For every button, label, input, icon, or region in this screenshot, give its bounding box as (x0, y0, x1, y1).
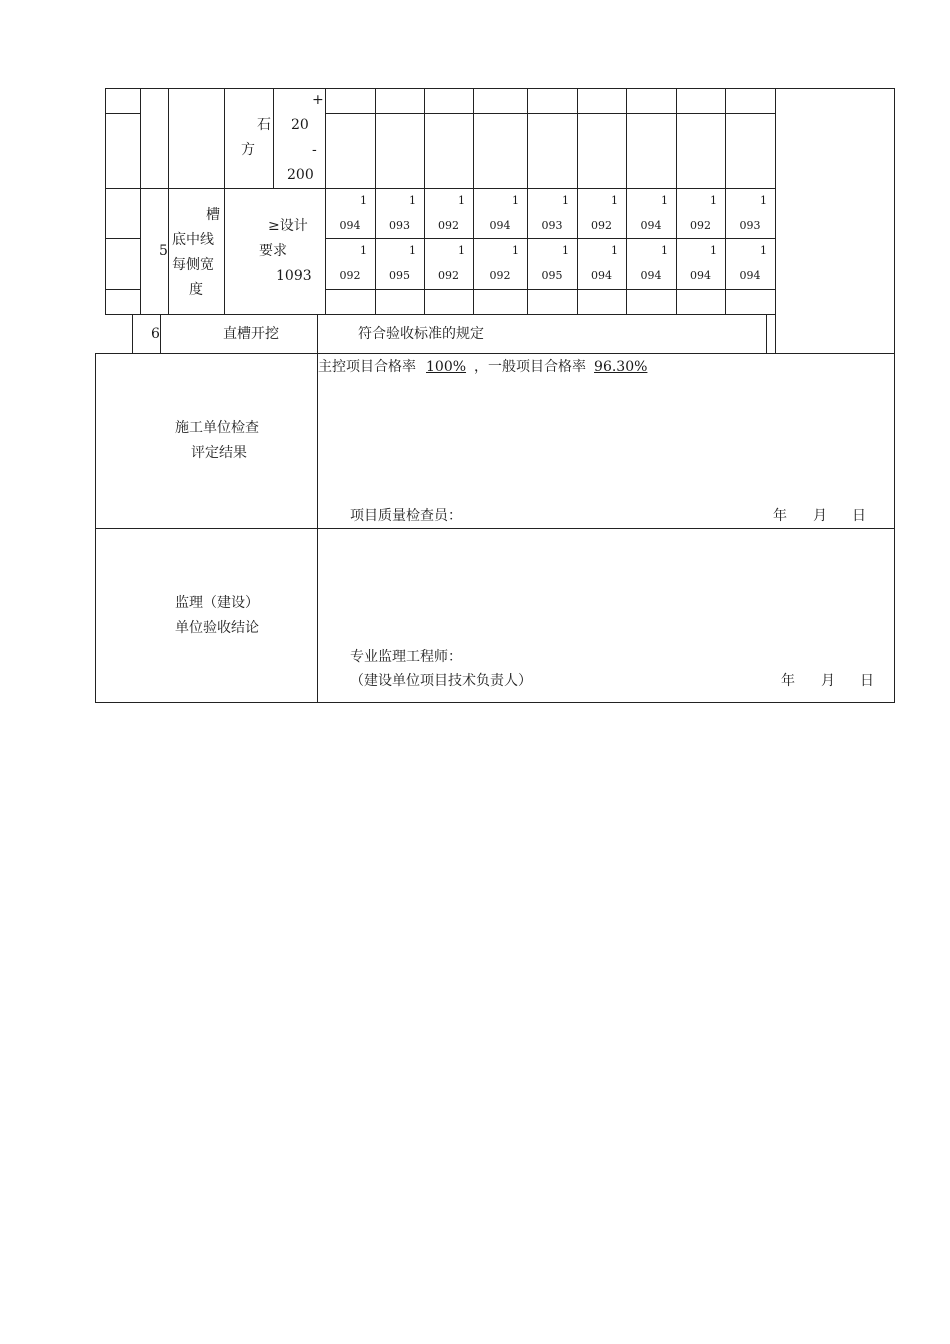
measure-cell: 092 (591, 219, 612, 232)
tolerance-minus-sign: - (312, 142, 317, 158)
date-month: 月 (821, 673, 835, 689)
construction-label-line-1: 施工单位检查 (175, 420, 259, 436)
measure-cell: 094 (690, 269, 711, 282)
measure-cell: 1 (611, 244, 618, 257)
measure-cell: 1 (760, 194, 767, 207)
grid-right-border (894, 88, 895, 703)
measure-cell: 1 (710, 244, 717, 257)
item-6-standard: 符合验收标准的规定 (358, 326, 484, 342)
item-5-requirement-line-3: 1093 (276, 268, 312, 284)
measure-cell: 094 (489, 219, 511, 232)
item-6-number: 6 (151, 326, 160, 342)
measure-cell: 094 (640, 269, 662, 282)
measure-cell: 094 (591, 269, 612, 282)
measure-cell: 094 (739, 269, 761, 282)
measure-cell: 094 (640, 219, 662, 232)
construction-label-line-2: 评定结果 (191, 445, 247, 461)
item-5-name-line-1: 槽 (206, 207, 220, 223)
tolerance-plus-sign: + (312, 92, 324, 108)
measure-cell: 1 (611, 194, 618, 207)
measure-cell: 1 (562, 244, 569, 257)
measure-cell: 1 (661, 244, 668, 257)
quality-inspector-label: 项目质量检查员： (350, 508, 462, 524)
date-day: 日 (860, 673, 874, 689)
measure-cell: 1 (409, 194, 416, 207)
tolerance-minus-value: 200 (287, 167, 314, 183)
supervising-engineer-label: 专业监理工程师： (350, 649, 462, 665)
item-5-name-line-4: 度 (189, 282, 203, 298)
measure-cell: 092 (438, 269, 459, 282)
date-month: 月 (813, 508, 827, 524)
item-5-requirement-line-1: ≥设计 (268, 218, 308, 234)
general-item-pass-rate: 96.30% (594, 359, 648, 375)
measure-cell: 093 (541, 219, 563, 232)
stone-label-char-1: 石 (257, 117, 271, 133)
measure-cell: 1 (710, 194, 717, 207)
measure-cell: 095 (541, 269, 563, 282)
pass-rate-line (318, 359, 653, 375)
measure-cell: 1 (409, 244, 416, 257)
measure-cell: 094 (339, 219, 361, 232)
measure-cell: 092 (690, 219, 711, 232)
date-year: 年 (781, 673, 795, 689)
item-5-number: 5 (159, 243, 168, 259)
stone-label-char-2: 方 (241, 142, 255, 158)
supervision-label-line-1: 监理（建设） (175, 595, 259, 611)
measure-cell: 093 (739, 219, 761, 232)
grid-bottom-border (95, 702, 895, 703)
item-6-name: 直槽开挖 (223, 326, 279, 342)
measure-cell: 1 (512, 244, 519, 257)
measure-cell: 1 (360, 244, 367, 257)
measure-cell: 092 (339, 269, 361, 282)
measure-cell: 1 (760, 244, 767, 257)
supervision-label-line-2: 单位验收结论 (175, 620, 259, 636)
date-year: 年 (773, 508, 787, 524)
measure-cell: 1 (360, 194, 367, 207)
main-control-pass-rate: 100% (426, 359, 467, 375)
measure-cell: 1 (661, 194, 668, 207)
tolerance-plus-value: 20 (291, 117, 309, 133)
item-5-name-line-3: 每侧宽 (172, 257, 214, 273)
date-day: 日 (852, 508, 866, 524)
measure-cell: 092 (489, 269, 511, 282)
main-rate-prefix: 主控项目合格率 (318, 359, 416, 375)
item-5-name-line-2: 底中线 (172, 232, 214, 248)
measure-cell: 1 (458, 194, 465, 207)
measure-cell: 1 (562, 194, 569, 207)
item-5-requirement-line-2: 要求 (259, 243, 287, 259)
measure-cell: 092 (438, 219, 459, 232)
measure-cell: 1 (512, 194, 519, 207)
measure-cell: 095 (389, 269, 410, 282)
measure-cell: 093 (389, 219, 410, 232)
measure-cell: 1 (458, 244, 465, 257)
general-rate-prefix: ，一般项目合格率 (474, 359, 587, 375)
owner-technical-lead-label: （建设单位项目技术负责人） (350, 673, 532, 689)
